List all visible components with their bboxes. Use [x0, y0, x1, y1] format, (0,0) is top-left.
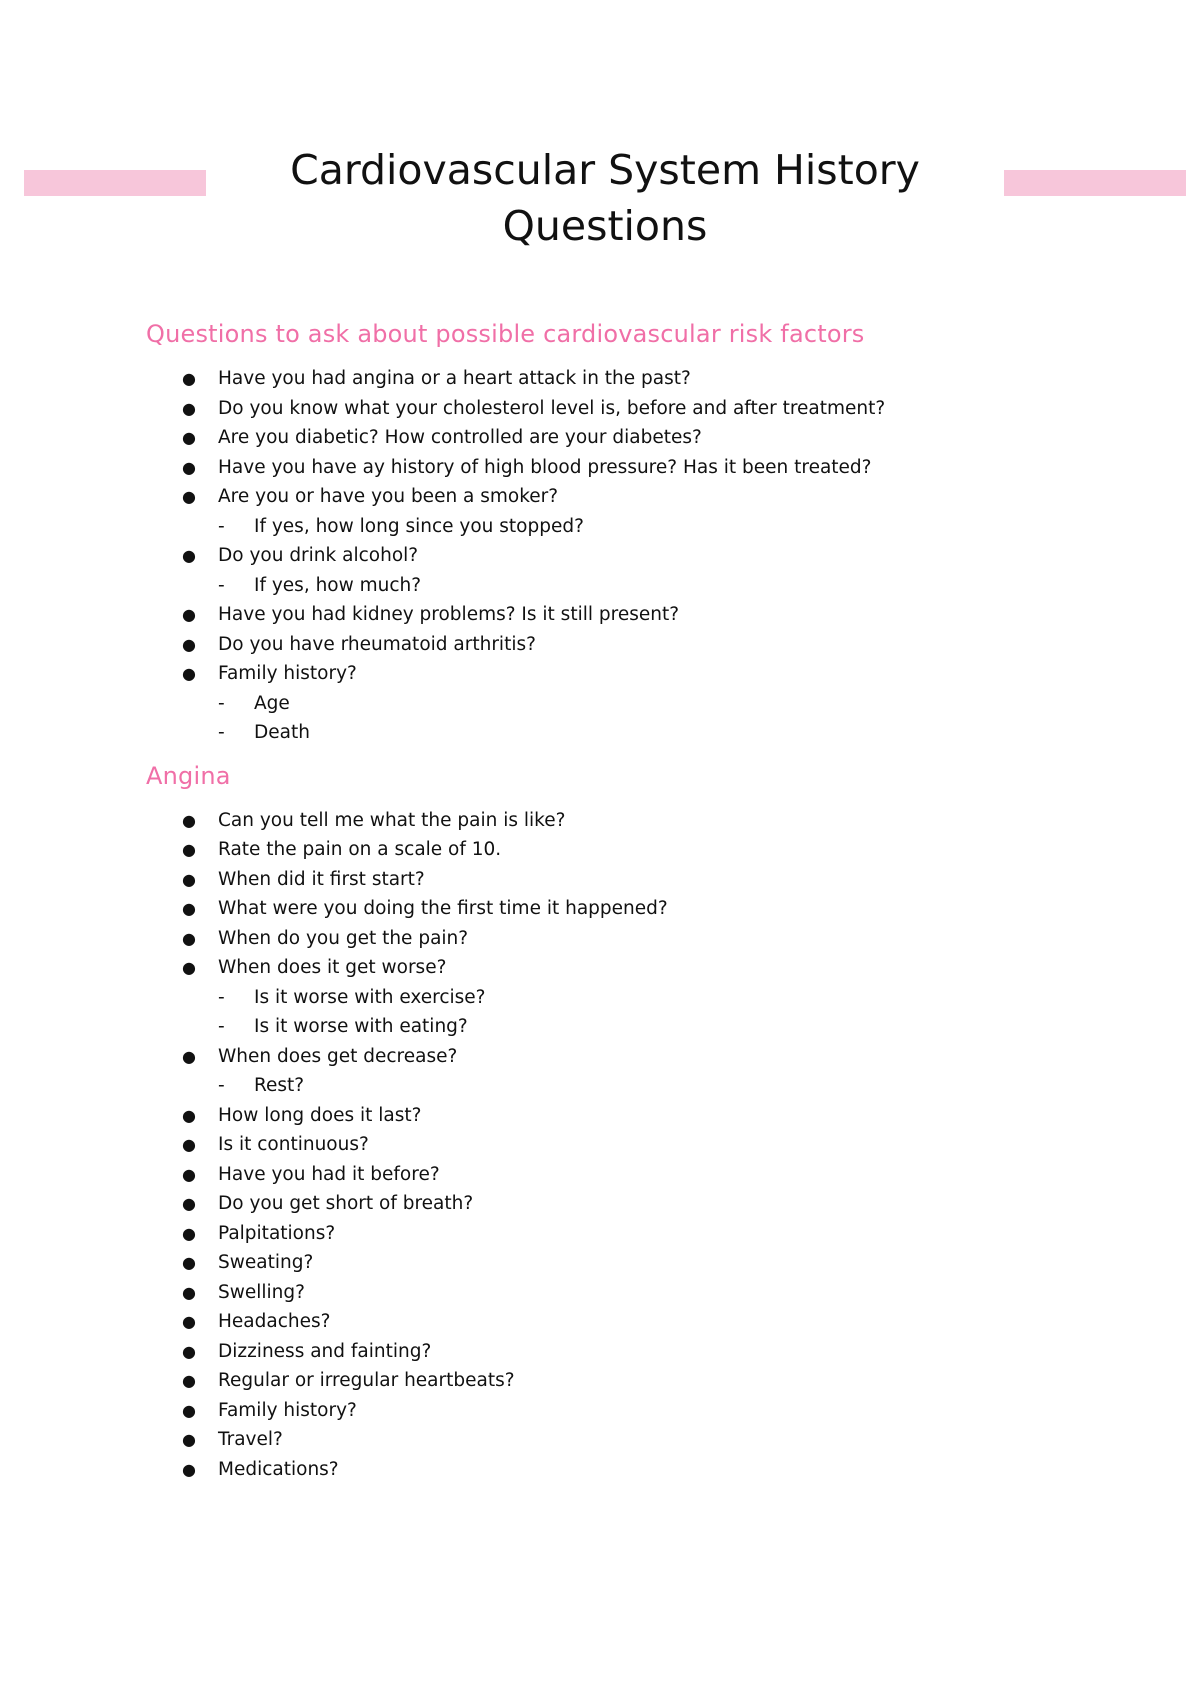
- bullet-icon: ●: [182, 634, 196, 654]
- bullet-icon: ●: [182, 1430, 196, 1449]
- question-item: [146, 541, 1146, 600]
- question-text: Have you have ay history of high blood pressure? Has it been treated?: [218, 456, 872, 478]
- sub-question-item: [218, 1012, 1146, 1042]
- bullet-icon: ●: [182, 605, 196, 624]
- question-text: Do you get short of breath?: [218, 1193, 474, 1214]
- question-text: Medications?: [218, 1458, 339, 1480]
- document-body: [146, 314, 1146, 1484]
- question-text: Do you have rheumatoid arthritis?: [218, 633, 536, 655]
- question-item: [146, 865, 1146, 895]
- dash-bullet-icon: -: [218, 1075, 225, 1096]
- question-item: [146, 1455, 1146, 1485]
- question-text: Palpitations?: [218, 1222, 336, 1244]
- section-risk-factors: [146, 314, 1146, 748]
- sub-question-list: [218, 1071, 1146, 1101]
- dash-bullet-icon: -: [218, 692, 225, 714]
- sub-question-text: Is it worse with eating?: [254, 1016, 468, 1037]
- dash-bullet-icon: -: [218, 722, 225, 743]
- decorative-bar-right: [1004, 170, 1186, 196]
- question-item: [146, 835, 1146, 865]
- question-text: Are you or have you been a smoker?: [218, 486, 559, 507]
- question-text: Rate the pain on a scale of 10.: [218, 839, 502, 860]
- question-text: Headaches?: [218, 1311, 331, 1332]
- question-text: Are you diabetic? How controlled are your diabetes?: [218, 427, 702, 448]
- sub-question-text: If yes, how much?: [254, 574, 422, 596]
- bullet-icon: ●: [182, 1253, 196, 1272]
- question-item: [146, 953, 1146, 1042]
- question-text: Family history?: [218, 1399, 357, 1421]
- question-text: Swelling?: [218, 1281, 305, 1303]
- question-text: When did it first start?: [218, 868, 425, 890]
- dash-bullet-icon: -: [218, 515, 225, 537]
- question-item: [146, 924, 1146, 954]
- question-item: [146, 482, 1146, 541]
- sub-question-item: [218, 1071, 1146, 1101]
- bullet-icon: ●: [182, 1164, 196, 1184]
- sub-question-item: [218, 689, 1146, 719]
- dash-bullet-icon: -: [218, 1016, 225, 1037]
- decorative-bar-left: [24, 170, 206, 196]
- section-angina: [146, 756, 1146, 1485]
- question-text: Have you had kidney problems? Is it still present?: [218, 604, 680, 625]
- bullet-icon: ●: [182, 840, 196, 859]
- question-item: [146, 1160, 1146, 1190]
- question-text: Family history?: [218, 663, 357, 684]
- question-text: When does it get worse?: [218, 957, 447, 978]
- question-item: [146, 1248, 1146, 1278]
- section-heading: Angina: [146, 761, 231, 790]
- page-title: Cardiovascular System History Questions: [290, 146, 920, 250]
- question-text: Is it continuous?: [218, 1134, 369, 1155]
- bullet-icon: ●: [182, 899, 196, 918]
- question-item: [146, 894, 1146, 924]
- question-text: Can you tell me what the pain is like?: [218, 809, 566, 831]
- bullet-icon: ●: [182, 1341, 196, 1361]
- bullet-icon: ●: [182, 369, 196, 388]
- sub-question-list: [218, 689, 1146, 748]
- question-list: [146, 364, 1146, 748]
- sub-question-item: [218, 512, 1146, 542]
- bullet-icon: ●: [182, 1135, 196, 1154]
- bullet-icon: ●: [182, 1046, 196, 1066]
- question-text: Do you drink alcohol?: [218, 545, 419, 566]
- bullet-icon: ●: [182, 1194, 196, 1213]
- bullet-icon: ●: [182, 810, 196, 830]
- question-item: [146, 1219, 1146, 1249]
- bullet-icon: ●: [182, 869, 196, 889]
- bullet-icon: ●: [182, 1312, 196, 1331]
- sub-question-text: If yes, how long since you stopped?: [254, 515, 584, 537]
- bullet-icon: ●: [182, 487, 196, 506]
- question-item: [146, 1189, 1146, 1219]
- bullet-icon: ●: [182, 428, 196, 447]
- question-item: [146, 1396, 1146, 1426]
- question-text: Do you know what your cholesterol level is, before and after treatment?: [218, 397, 886, 419]
- question-item: [146, 600, 1146, 630]
- sub-question-item: [218, 983, 1146, 1013]
- question-text: Travel?: [218, 1429, 283, 1450]
- question-item: [146, 806, 1146, 836]
- question-text: Dizziness and fainting?: [218, 1340, 432, 1362]
- bullet-icon: ●: [182, 1105, 196, 1125]
- question-text: Have you had it before?: [218, 1163, 440, 1185]
- question-text: When does get decrease?: [218, 1045, 458, 1067]
- question-text: Sweating?: [218, 1252, 314, 1273]
- question-text: How long does it last?: [218, 1104, 422, 1126]
- bullet-icon: ●: [182, 1400, 196, 1420]
- bullet-icon: ●: [182, 1223, 196, 1243]
- dash-bullet-icon: -: [218, 574, 225, 596]
- question-item: [146, 659, 1146, 748]
- sub-question-list: [218, 983, 1146, 1042]
- question-item: [146, 630, 1146, 660]
- sub-question-item: [218, 718, 1146, 748]
- bullet-icon: ●: [182, 1371, 196, 1390]
- question-item: [146, 1366, 1146, 1396]
- bullet-icon: ●: [182, 1282, 196, 1302]
- question-list: [146, 806, 1146, 1485]
- bullet-icon: ●: [182, 928, 196, 948]
- sub-question-item: [218, 571, 1146, 601]
- bullet-icon: ●: [182, 398, 196, 418]
- bullet-icon: ●: [182, 457, 196, 477]
- sub-question-text: Age: [254, 692, 290, 714]
- section-heading: Questions to ask about possible cardiovascular risk factors: [146, 320, 865, 348]
- question-text: Regular or irregular heartbeats?: [218, 1370, 515, 1391]
- bullet-icon: ●: [182, 664, 196, 683]
- question-text: When do you get the pain?: [218, 927, 469, 949]
- question-item: [146, 1101, 1146, 1131]
- question-item: [146, 1307, 1146, 1337]
- question-item: [146, 1337, 1146, 1367]
- bullet-icon: ●: [182, 546, 196, 565]
- question-item: [146, 1130, 1146, 1160]
- sub-question-list: [218, 512, 1146, 542]
- sub-question-text: Rest?: [254, 1075, 305, 1096]
- question-item: [146, 364, 1146, 394]
- question-text: Have you had angina or a heart attack in the past?: [218, 368, 691, 389]
- question-item: [146, 1278, 1146, 1308]
- question-item: [146, 1042, 1146, 1101]
- dash-bullet-icon: -: [218, 986, 225, 1008]
- bullet-icon: ●: [182, 958, 196, 977]
- question-item: [146, 1425, 1146, 1455]
- sub-question-text: Death: [254, 722, 310, 743]
- question-text: What were you doing the first time it happened?: [218, 898, 668, 919]
- question-item: [146, 394, 1146, 424]
- sub-question-text: Is it worse with exercise?: [254, 986, 486, 1008]
- question-item: [146, 453, 1146, 483]
- bullet-icon: ●: [182, 1459, 196, 1479]
- question-item: [146, 423, 1146, 453]
- sub-question-list: [218, 571, 1146, 601]
